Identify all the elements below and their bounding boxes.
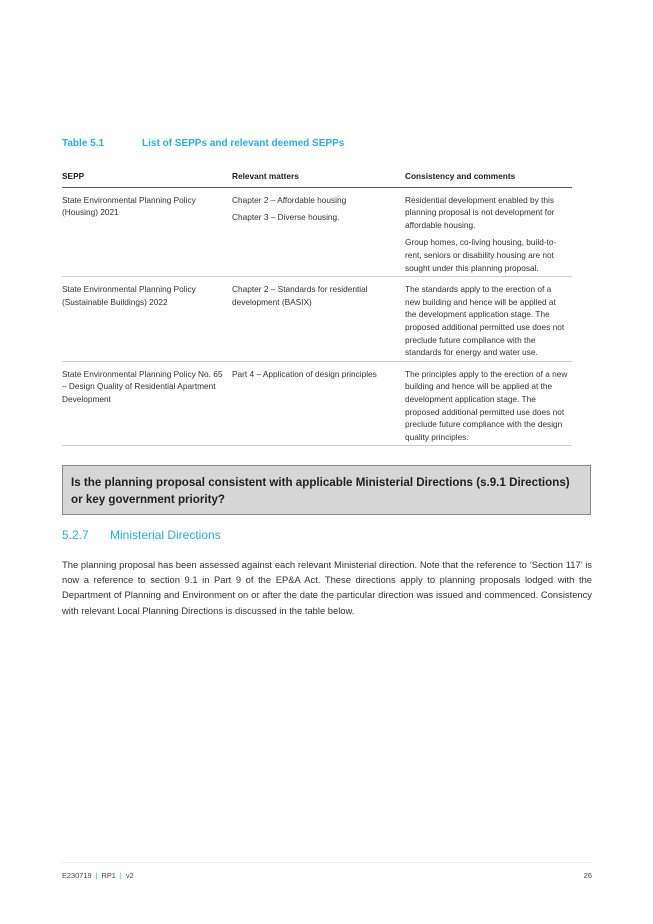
footer-separator: |	[119, 871, 122, 880]
comment-paragraph: Group homes, co-living housing, build-to-rent, seniors or disability housing are not sought under this planning proposal.	[405, 237, 557, 273]
matter-item: Chapter 3 – Diverse housing.	[232, 212, 340, 223]
question-box: Is the planning proposal consistent with applicable Ministerial Directions (s.9.1 Directions) or key government priority?	[62, 465, 591, 515]
comments	[405, 277, 572, 362]
comments	[405, 361, 572, 446]
relevant-matters	[232, 187, 405, 277]
table-number: Table 5.1	[62, 138, 105, 149]
section-title: Ministerial Directions	[110, 528, 221, 542]
footer-doc-id: E230719	[62, 871, 92, 880]
sepp-table	[62, 170, 572, 446]
header-relevant-matters: Relevant matters	[232, 170, 405, 187]
table-row	[62, 277, 572, 362]
footer-version: v2	[125, 871, 134, 880]
sepp-name: State Environmental Planning Policy (Housing) 2021	[62, 187, 232, 277]
footer-doc-info	[62, 871, 134, 880]
matter-item: Chapter 2 – Affordable housing	[232, 194, 347, 205]
table-caption	[62, 138, 344, 149]
table-row	[62, 361, 572, 446]
comment-paragraph: The principles apply to the erection of a new building and hence will be applied at the development application stage. The proposed additional permitted use does not preclude future compliance with the design quality principles.	[405, 368, 568, 442]
header-sepp: SEPP	[62, 170, 232, 187]
header-consistency: Consistency and comments	[405, 170, 572, 187]
table-header-row	[62, 170, 572, 187]
body-paragraph: The planning proposal has been assessed against each relevant Ministerial direction. Note that the reference to ‘Section 117’ is now a reference to section 9.1 in Part 9 of the EP&A Act. These directions apply to planning proposals lodged with the Department of Planning and Environment on or after the date the particular direction was issued and commenced. Consistency with relevant Local Planning Directions is discussed in the table below.	[62, 559, 592, 616]
relevant-matters	[232, 361, 405, 446]
comment-paragraph: Residential development enabled by this planning proposal is not development for affordable housing.	[405, 194, 555, 230]
section-number: 5.2.7	[62, 528, 89, 542]
matter-item: Part 4 – Application of design principles	[232, 368, 377, 379]
footer-report: RP1	[101, 871, 116, 880]
section-heading	[62, 528, 221, 542]
comment-paragraph: The standards apply to the erection of a new building and hence will be applied at the development application stage. The proposed additional permitted use does not preclude future compliance with the standards for energy and water use.	[405, 284, 565, 358]
matter-item: Chapter 2 – Standards for residential development (BASIX)	[232, 284, 368, 307]
sepp-name: State Environmental Planning Policy (Sustainable Buildings) 2022	[62, 277, 232, 362]
relevant-matters	[232, 277, 405, 362]
page-number: 26	[583, 871, 592, 880]
table-title: List of SEPPs and relevant deemed SEPPs	[142, 138, 345, 149]
sepp-name: State Environmental Planning Policy No. 65 – Design Quality of Residential Apartment Development	[62, 361, 232, 446]
table-row	[62, 187, 572, 277]
footer-separator: |	[95, 871, 98, 880]
footer-divider	[62, 862, 592, 863]
comments	[405, 187, 572, 277]
